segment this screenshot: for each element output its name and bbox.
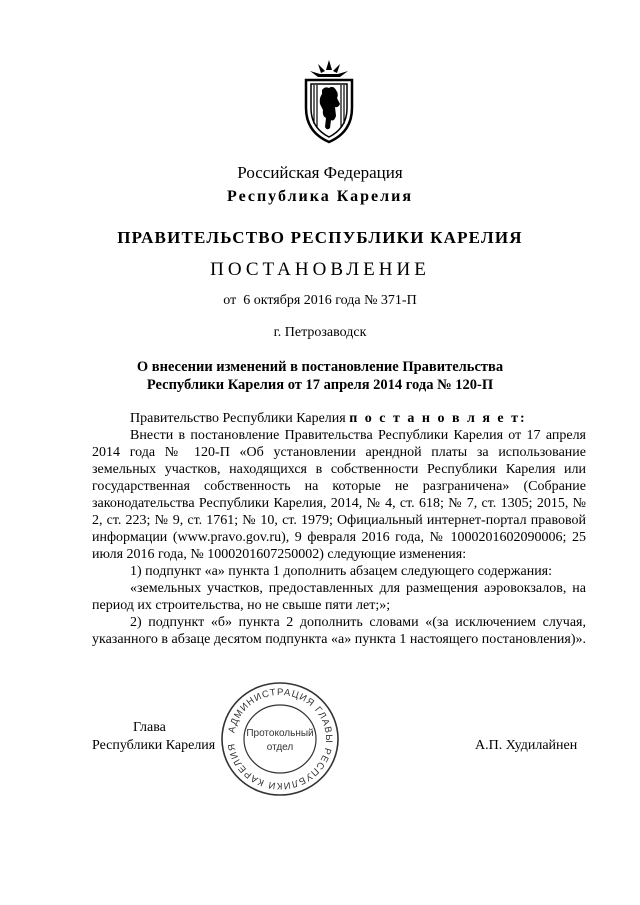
document-title-line-1: О внесении изменений в постановление Правительства (136, 359, 504, 375)
item-2: 2) подпункт «б» пункта 2 дополнить словами «(за исключением случая, указанного в абзаце десятом подпункта «а» пункта 1 настоящего постановления)». (92, 615, 586, 647)
document-type: ПОСТАНОВЛЕНИЕ (210, 259, 430, 280)
signatory-title-line-1: Глава (133, 720, 166, 735)
stamp-center-line-2: отдел (266, 742, 294, 753)
signatory-title-line-2: Республики Карелия (92, 738, 216, 753)
intro-text: Правительство Республики Карелия (130, 411, 350, 426)
document-body (92, 410, 586, 648)
government-heading: ПРАВИТЕЛЬСТВО РЕСПУБЛИКИ КАРЕЛИЯ (117, 228, 523, 247)
document-title-line-2: Республики Карелия от 17 апреля 2014 года № 120-П (146, 377, 494, 393)
city-name: г. Петрозаводск (273, 325, 367, 340)
document-date-number: от 6 октября 2016 года № 371-П (223, 293, 417, 308)
stamp-center-line-1: Протокольный (246, 728, 314, 739)
coat-of-arms-emblem (298, 58, 360, 144)
country-name: Российская Федерация (237, 163, 403, 182)
item-1-quote: «земельных участков, предоставленных для размещения аэровокзалов, на период их строительства, но не свыше пяти лет;»; (92, 581, 586, 613)
stamp-ring-text: АДМИНИСТРАЦИЯ ГЛАВЫ РЕСПУБЛИКИ КАРЕЛИЯ (226, 686, 335, 792)
item-1: 1) подпункт «а» пункта 1 дополнить абзацем следующего содержания: (130, 564, 553, 579)
signatory-name: А.П. Худилайнен (475, 738, 578, 753)
official-stamp (218, 680, 342, 798)
main-paragraph: Внести в постановление Правительства Республики Карелия от 17 апреля 2014 года № 120-П «Об установлении арендной платы за использование земельных участков, находящихся в собственности Республики Карелия или государственная собственность на которые не разграничена» (Собрание законодательства Республики Карелия, 2014, № 4, ст. 618; № 7, ст. 1305; 2015, № 2, ст. 223; № 9, ст. 1761; № 10, ст. 1979; Официальный интернет-портал правовой информации (www.pravo.gov.ru), 9 февраля 2016 года, № 1000201602090006; 25 июля 2016 года, № 1000201607250002) следующие изменения: (92, 428, 586, 562)
intro-emphasis: п о с т а н о в л я е т: (349, 411, 527, 426)
republic-name: Республика Карелия (227, 188, 413, 205)
intro-paragraph (92, 410, 586, 427)
